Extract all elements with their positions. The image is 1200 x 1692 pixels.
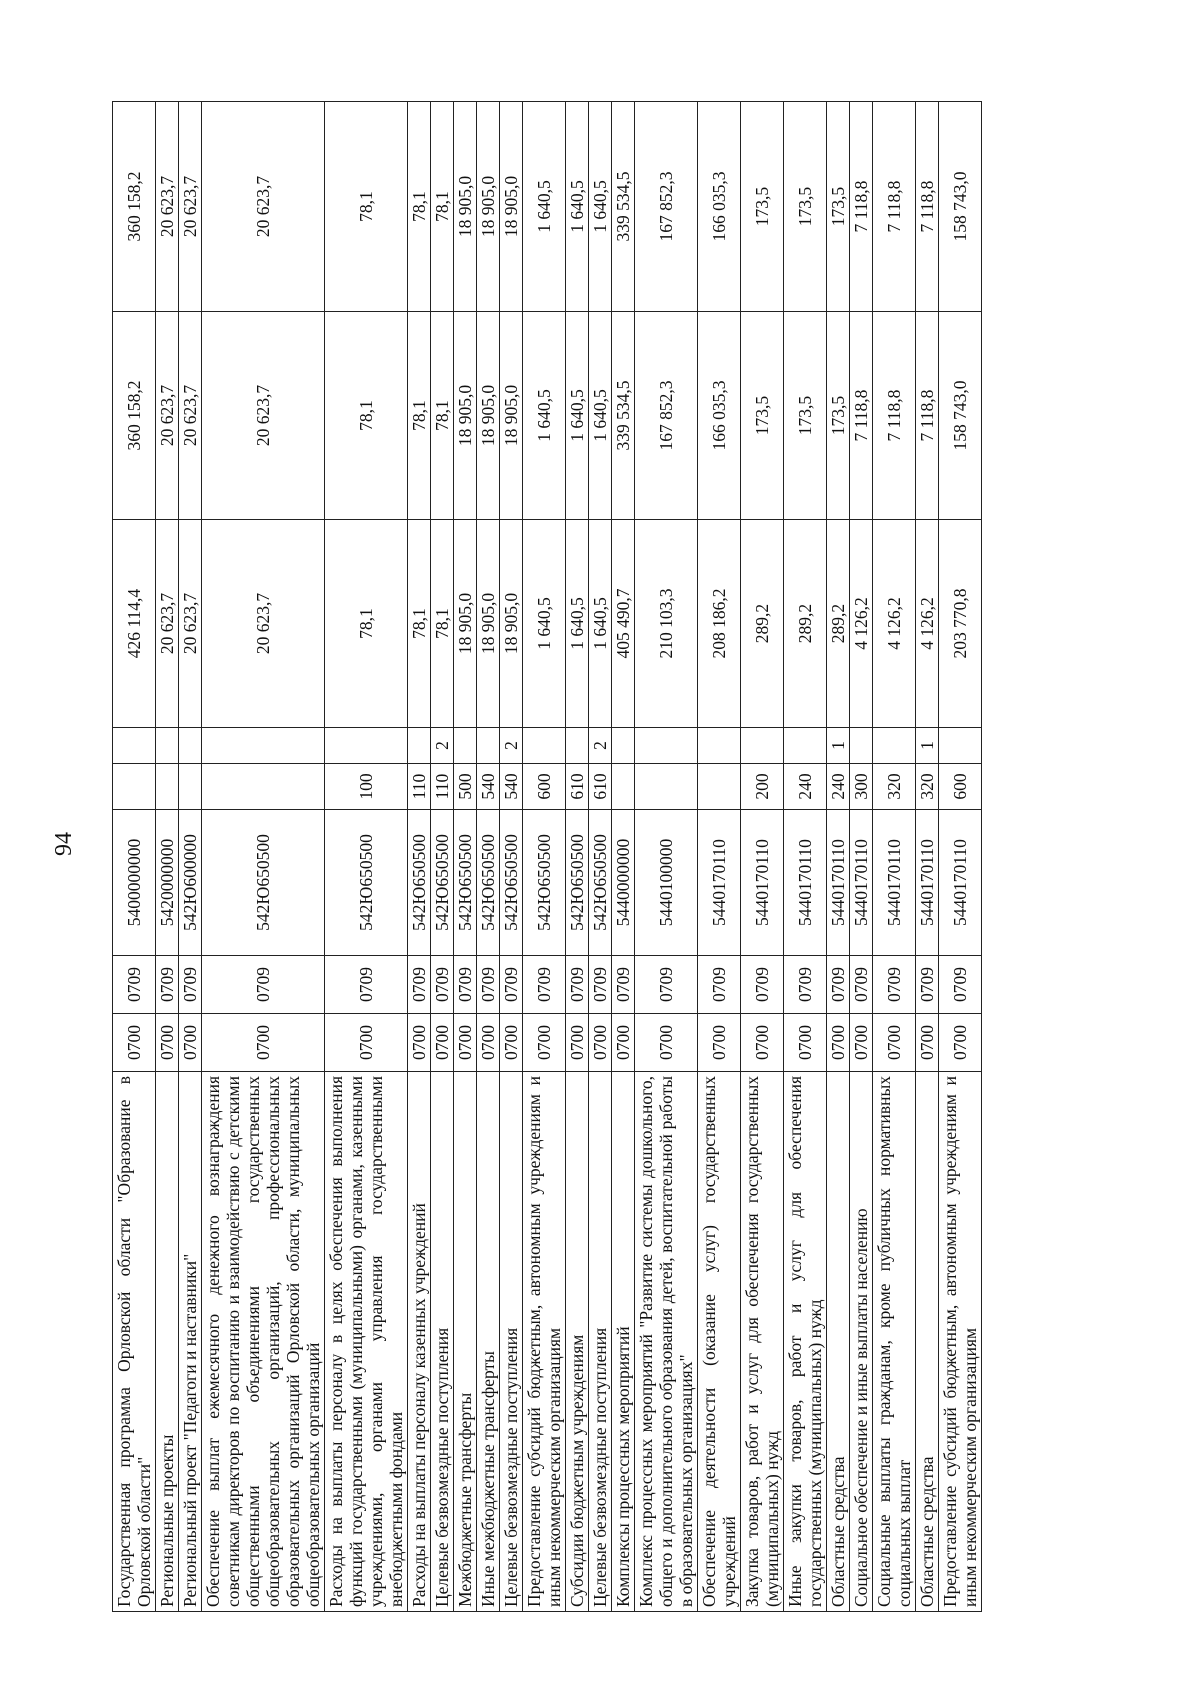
table-row: [454, 102, 477, 1612]
subsection-code-cell: 0709: [873, 956, 916, 1014]
amount-year-3-cell: 173,5: [741, 102, 784, 312]
amount-year-1-cell: 203 770,8: [939, 520, 982, 728]
expense-type-code-cell: 610: [566, 764, 589, 810]
amount-year-1-cell: 1 640,5: [589, 520, 612, 728]
expense-type-code-cell: [612, 764, 635, 810]
amount-year-1-cell: 20 623,7: [202, 520, 325, 728]
section-code-cell: 0700: [325, 1014, 408, 1072]
amount-year-2-cell: 339 534,5: [612, 312, 635, 520]
source-indicator-cell: [784, 728, 827, 764]
amount-year-1-cell: 18 905,0: [477, 520, 500, 728]
expense-type-code-cell: 240: [784, 764, 827, 810]
table-row: [612, 102, 635, 1612]
expense-type-code-cell: [202, 764, 325, 810]
source-indicator-cell: [873, 728, 916, 764]
amount-year-3-cell: 78,1: [325, 102, 408, 312]
section-code-cell: 0700: [939, 1014, 982, 1072]
amount-year-2-cell: 173,5: [827, 312, 850, 520]
expense-type-code-cell: 240: [827, 764, 850, 810]
amount-year-1-cell: 289,2: [784, 520, 827, 728]
item-name-cell: Иные закупки товаров, работ и услуг для обеспечения государственных (муниципальных) нужд: [784, 1072, 827, 1612]
table-row: [179, 102, 202, 1612]
amount-year-2-cell: 18 905,0: [500, 312, 523, 520]
source-indicator-cell: 1: [916, 728, 939, 764]
table-row: [784, 102, 827, 1612]
source-indicator-cell: [612, 728, 635, 764]
subsection-code-cell: 0709: [741, 956, 784, 1014]
amount-year-3-cell: 78,1: [431, 102, 454, 312]
amount-year-3-cell: 20 623,7: [179, 102, 202, 312]
item-name-cell: Целевые безвозмездные поступления: [589, 1072, 612, 1612]
table-row: [408, 102, 431, 1612]
subsection-code-cell: 0709: [566, 956, 589, 1014]
subsection-code-cell: 0709: [156, 956, 179, 1014]
amount-year-2-cell: 173,5: [741, 312, 784, 520]
amount-year-1-cell: 18 905,0: [500, 520, 523, 728]
target-article-code-cell: 5440170110: [873, 810, 916, 956]
amount-year-1-cell: 1 640,5: [566, 520, 589, 728]
section-code-cell: 0700: [179, 1014, 202, 1072]
section-code-cell: 0700: [431, 1014, 454, 1072]
subsection-code-cell: 0709: [635, 956, 698, 1014]
amount-year-3-cell: 173,5: [827, 102, 850, 312]
item-name-cell: Государственная программа Орловской области "Образование в Орловской области": [113, 1072, 156, 1612]
item-name-cell: Целевые безвозмездные поступления: [431, 1072, 454, 1612]
section-code-cell: 0700: [916, 1014, 939, 1072]
rotated-table-wrapper: [112, 102, 982, 1612]
subsection-code-cell: 0709: [113, 956, 156, 1014]
table-row: [939, 102, 982, 1612]
table-row: [156, 102, 179, 1612]
source-indicator-cell: [202, 728, 325, 764]
amount-year-3-cell: 158 743,0: [939, 102, 982, 312]
table-row: [827, 102, 850, 1612]
subsection-code-cell: 0709: [612, 956, 635, 1014]
amount-year-3-cell: 18 905,0: [500, 102, 523, 312]
amount-year-1-cell: 1 640,5: [523, 520, 566, 728]
amount-year-3-cell: 78,1: [408, 102, 431, 312]
expense-type-code-cell: 610: [589, 764, 612, 810]
section-code-cell: 0700: [784, 1014, 827, 1072]
amount-year-1-cell: 4 126,2: [873, 520, 916, 728]
section-code-cell: 0700: [741, 1014, 784, 1072]
amount-year-2-cell: 167 852,3: [635, 312, 698, 520]
expense-type-code-cell: 110: [408, 764, 431, 810]
page-number: 94: [51, 832, 77, 856]
table-row: [523, 102, 566, 1612]
expense-type-code-cell: [113, 764, 156, 810]
table-row: [916, 102, 939, 1612]
section-code-cell: 0700: [698, 1014, 741, 1072]
item-name-cell: Областные средства: [916, 1072, 939, 1612]
section-code-cell: 0700: [612, 1014, 635, 1072]
amount-year-1-cell: 4 126,2: [916, 520, 939, 728]
table-row: [113, 102, 156, 1612]
amount-year-2-cell: 20 623,7: [202, 312, 325, 520]
table-row: [698, 102, 741, 1612]
target-article-code-cell: 542Ю650500: [408, 810, 431, 956]
source-indicator-cell: 2: [431, 728, 454, 764]
source-indicator-cell: [741, 728, 784, 764]
amount-year-3-cell: 167 852,3: [635, 102, 698, 312]
source-indicator-cell: [698, 728, 741, 764]
target-article-code-cell: 542Ю650500: [589, 810, 612, 956]
expense-type-code-cell: 300: [850, 764, 873, 810]
amount-year-1-cell: 78,1: [408, 520, 431, 728]
amount-year-1-cell: 78,1: [431, 520, 454, 728]
subsection-code-cell: 0709: [477, 956, 500, 1014]
source-indicator-cell: [325, 728, 408, 764]
subsection-code-cell: 0709: [454, 956, 477, 1014]
item-name-cell: Комплексы процессных мероприятий: [612, 1072, 635, 1612]
amount-year-2-cell: 166 035,3: [698, 312, 741, 520]
amount-year-1-cell: 289,2: [741, 520, 784, 728]
amount-year-3-cell: 1 640,5: [589, 102, 612, 312]
amount-year-1-cell: 78,1: [325, 520, 408, 728]
expense-type-code-cell: [698, 764, 741, 810]
source-indicator-cell: [454, 728, 477, 764]
target-article-code-cell: 542Ю650500: [431, 810, 454, 956]
subsection-code-cell: 0709: [939, 956, 982, 1014]
section-code-cell: 0700: [408, 1014, 431, 1072]
target-article-code-cell: 542Ю650500: [325, 810, 408, 956]
target-article-code-cell: 5400000000: [113, 810, 156, 956]
item-name-cell: Иные межбюджетные трансферты: [477, 1072, 500, 1612]
source-indicator-cell: [635, 728, 698, 764]
section-code-cell: 0700: [850, 1014, 873, 1072]
section-code-cell: 0700: [523, 1014, 566, 1072]
subsection-code-cell: 0709: [827, 956, 850, 1014]
target-article-code-cell: 542Ю650500: [500, 810, 523, 956]
table-row: [202, 102, 325, 1612]
target-article-code-cell: 542Ю600000: [179, 810, 202, 956]
section-code-cell: 0700: [500, 1014, 523, 1072]
amount-year-1-cell: 289,2: [827, 520, 850, 728]
expense-type-code-cell: [156, 764, 179, 810]
amount-year-2-cell: 7 118,8: [916, 312, 939, 520]
section-code-cell: 0700: [202, 1014, 325, 1072]
expense-type-code-cell: 200: [741, 764, 784, 810]
subsection-code-cell: 0709: [325, 956, 408, 1014]
target-article-code-cell: 5440000000: [612, 810, 635, 956]
subsection-code-cell: 0709: [500, 956, 523, 1014]
amount-year-2-cell: 1 640,5: [523, 312, 566, 520]
item-name-cell: Социальное обеспечение и иные выплаты населению: [850, 1072, 873, 1612]
source-indicator-cell: [850, 728, 873, 764]
subsection-code-cell: 0709: [784, 956, 827, 1014]
table-row: [500, 102, 523, 1612]
expense-type-code-cell: 100: [325, 764, 408, 810]
item-name-cell: Обеспечение выплат ежемесячного денежного вознаграждения советникам директоров по воспитанию и взаимодействию с детскими общественными объединениями государственных общеобразовательных организаций, профессиональных образовательных организаций Орловской области, муниципальных общеобразовательных организаций: [202, 1072, 325, 1612]
source-indicator-cell: [566, 728, 589, 764]
source-indicator-cell: [939, 728, 982, 764]
expense-type-code-cell: 540: [477, 764, 500, 810]
amount-year-2-cell: 78,1: [431, 312, 454, 520]
target-article-code-cell: 5440100000: [635, 810, 698, 956]
target-article-code-cell: 5420000000: [156, 810, 179, 956]
target-article-code-cell: 5440170110: [850, 810, 873, 956]
amount-year-3-cell: 18 905,0: [477, 102, 500, 312]
section-code-cell: 0700: [827, 1014, 850, 1072]
subsection-code-cell: 0709: [589, 956, 612, 1014]
section-code-cell: 0700: [156, 1014, 179, 1072]
section-code-cell: 0700: [113, 1014, 156, 1072]
target-article-code-cell: 542Ю650500: [477, 810, 500, 956]
target-article-code-cell: 542Ю650500: [454, 810, 477, 956]
subsection-code-cell: 0709: [408, 956, 431, 1014]
target-article-code-cell: 5440170110: [916, 810, 939, 956]
section-code-cell: 0700: [589, 1014, 612, 1072]
item-name-cell: Областные средства: [827, 1072, 850, 1612]
expense-type-code-cell: [635, 764, 698, 810]
table-row: [431, 102, 454, 1612]
expense-type-code-cell: 600: [523, 764, 566, 810]
source-indicator-cell: [179, 728, 202, 764]
section-code-cell: 0700: [873, 1014, 916, 1072]
amount-year-3-cell: 173,5: [784, 102, 827, 312]
expense-type-code-cell: 110: [431, 764, 454, 810]
amount-year-2-cell: 78,1: [325, 312, 408, 520]
subsection-code-cell: 0709: [850, 956, 873, 1014]
item-name-cell: Расходы на выплаты персоналу в целях обеспечения выполнения функций государственными (муниципальными) органами, казенными учреждениями, органами управления государственными внебюджетными фондами: [325, 1072, 408, 1612]
expense-type-code-cell: 320: [873, 764, 916, 810]
item-name-cell: Региональный проект "Педагоги и наставники": [179, 1072, 202, 1612]
amount-year-1-cell: 18 905,0: [454, 520, 477, 728]
table-row: [850, 102, 873, 1612]
table-row: [477, 102, 500, 1612]
amount-year-2-cell: 360 158,2: [113, 312, 156, 520]
amount-year-1-cell: 4 126,2: [850, 520, 873, 728]
amount-year-1-cell: 20 623,7: [179, 520, 202, 728]
table-row: [873, 102, 916, 1612]
subsection-code-cell: 0709: [698, 956, 741, 1014]
item-name-cell: Обеспечение деятельности (оказание услуг) государственных учреждений: [698, 1072, 741, 1612]
amount-year-1-cell: 426 114,4: [113, 520, 156, 728]
item-name-cell: Субсидии бюджетным учреждениям: [566, 1072, 589, 1612]
item-name-cell: Региональные проекты: [156, 1072, 179, 1612]
item-name-cell: Расходы на выплаты персоналу казенных учреждений: [408, 1072, 431, 1612]
target-article-code-cell: 5440170110: [698, 810, 741, 956]
target-article-code-cell: 542Ю650500: [523, 810, 566, 956]
amount-year-3-cell: 339 534,5: [612, 102, 635, 312]
amount-year-1-cell: 208 186,2: [698, 520, 741, 728]
amount-year-2-cell: 1 640,5: [589, 312, 612, 520]
subsection-code-cell: 0709: [179, 956, 202, 1014]
source-indicator-cell: [477, 728, 500, 764]
amount-year-2-cell: 173,5: [784, 312, 827, 520]
amount-year-3-cell: 7 118,8: [850, 102, 873, 312]
source-indicator-cell: 1: [827, 728, 850, 764]
target-article-code-cell: 542Ю650500: [202, 810, 325, 956]
amount-year-3-cell: 18 905,0: [454, 102, 477, 312]
subsection-code-cell: 0709: [202, 956, 325, 1014]
expense-type-code-cell: 600: [939, 764, 982, 810]
amount-year-3-cell: 1 640,5: [523, 102, 566, 312]
item-name-cell: Целевые безвозмездные поступления: [500, 1072, 523, 1612]
amount-year-1-cell: 210 103,3: [635, 520, 698, 728]
amount-year-3-cell: 166 035,3: [698, 102, 741, 312]
source-indicator-cell: [523, 728, 566, 764]
source-indicator-cell: [113, 728, 156, 764]
table-row: [566, 102, 589, 1612]
amount-year-3-cell: 20 623,7: [156, 102, 179, 312]
section-code-cell: 0700: [566, 1014, 589, 1072]
amount-year-2-cell: 18 905,0: [477, 312, 500, 520]
expense-type-code-cell: 540: [500, 764, 523, 810]
amount-year-3-cell: 7 118,8: [916, 102, 939, 312]
section-code-cell: 0700: [454, 1014, 477, 1072]
item-name-cell: Межбюджетные трансферты: [454, 1072, 477, 1612]
target-article-code-cell: 5440170110: [827, 810, 850, 956]
amount-year-3-cell: 7 118,8: [873, 102, 916, 312]
amount-year-2-cell: 7 118,8: [850, 312, 873, 520]
amount-year-3-cell: 20 623,7: [202, 102, 325, 312]
item-name-cell: Предоставление субсидий бюджетным, автономным учреждениям и иным некоммерческим организациям: [939, 1072, 982, 1612]
expense-type-code-cell: 500: [454, 764, 477, 810]
source-indicator-cell: [408, 728, 431, 764]
item-name-cell: Социальные выплаты гражданам, кроме публичных нормативных социальных выплат: [873, 1072, 916, 1612]
target-article-code-cell: 542Ю650500: [566, 810, 589, 956]
subsection-code-cell: 0709: [916, 956, 939, 1014]
table-body: [113, 102, 982, 1612]
amount-year-1-cell: 20 623,7: [156, 520, 179, 728]
target-article-code-cell: 5440170110: [784, 810, 827, 956]
item-name-cell: Комплекс процессных мероприятий "Развитие системы дошкольного, общего и дополнительного образования детей, воспитательной работы в образовательных организациях": [635, 1072, 698, 1612]
amount-year-2-cell: 158 743,0: [939, 312, 982, 520]
amount-year-2-cell: 78,1: [408, 312, 431, 520]
amount-year-3-cell: 1 640,5: [566, 102, 589, 312]
amount-year-2-cell: 18 905,0: [454, 312, 477, 520]
item-name-cell: Закупка товаров, работ и услуг для обеспечения государственных (муниципальных) нужд: [741, 1072, 784, 1612]
source-indicator-cell: [156, 728, 179, 764]
budget-table: [112, 101, 982, 1612]
item-name-cell: Предоставление субсидий бюджетным, автономным учреждениям и иным некоммерческим организациям: [523, 1072, 566, 1612]
target-article-code-cell: 5440170110: [939, 810, 982, 956]
section-code-cell: 0700: [477, 1014, 500, 1072]
subsection-code-cell: 0709: [523, 956, 566, 1014]
amount-year-2-cell: 20 623,7: [179, 312, 202, 520]
section-code-cell: 0700: [635, 1014, 698, 1072]
source-indicator-cell: 2: [589, 728, 612, 764]
subsection-code-cell: 0709: [431, 956, 454, 1014]
table-row: [325, 102, 408, 1612]
amount-year-2-cell: 7 118,8: [873, 312, 916, 520]
amount-year-2-cell: 1 640,5: [566, 312, 589, 520]
table-row: [589, 102, 612, 1612]
expense-type-code-cell: [179, 764, 202, 810]
source-indicator-cell: 2: [500, 728, 523, 764]
table-row: [635, 102, 698, 1612]
amount-year-1-cell: 405 490,7: [612, 520, 635, 728]
amount-year-2-cell: 20 623,7: [156, 312, 179, 520]
target-article-code-cell: 5440170110: [741, 810, 784, 956]
expense-type-code-cell: 320: [916, 764, 939, 810]
table-row: [741, 102, 784, 1612]
amount-year-3-cell: 360 158,2: [113, 102, 156, 312]
